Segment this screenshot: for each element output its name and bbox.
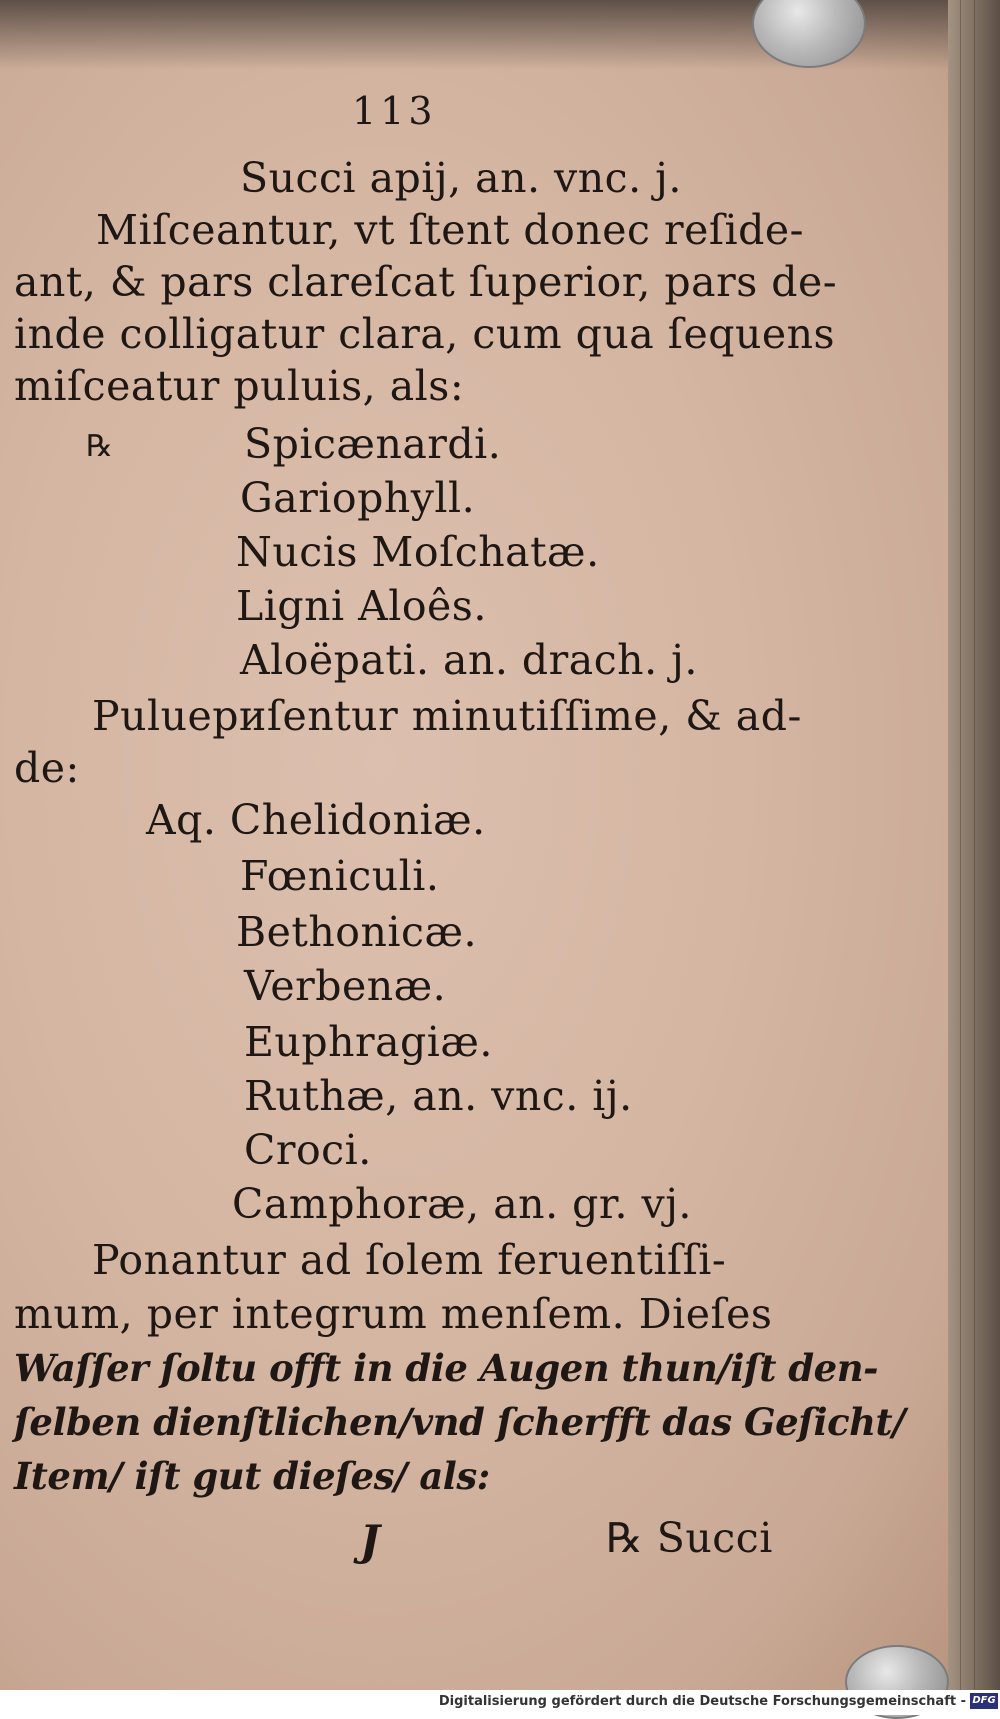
fraktur-text-line: Waſſer ſoltu offt in die Augen thun/iſt den- [14, 1346, 878, 1390]
fraktur-text-line: Item/ iſt gut dieſes/ als: [14, 1454, 490, 1498]
text-line: Puluериſentur minutiſſime, & ad- [92, 692, 802, 740]
ingredient-line: Fœniculi. [240, 852, 440, 900]
ingredient-line: Camphoræ, an. gr. vj. [232, 1180, 692, 1228]
text-line: mum, per integrum menſem. Dieſes [14, 1290, 773, 1338]
dfg-logo-icon: DFG [970, 1693, 998, 1709]
ingredient-line: Spicænardi. [244, 420, 502, 468]
ingredient-line: Ruthæ, an. vnc. ij. [244, 1072, 633, 1120]
text-line: de: [14, 744, 80, 792]
text-line: Miſceantur, vt ſtent donec reſide- [96, 206, 804, 254]
catchword: ℞ Succi [606, 1514, 773, 1562]
ingredient-line: Aq. Chelidoniæ. [146, 796, 486, 844]
ingredient-line: Gariophyll. [240, 474, 476, 522]
ingredient-line: Ligni Aloês. [236, 582, 487, 630]
page-number: 113 [352, 89, 437, 133]
recipe-symbol-icon: ℞ [86, 429, 114, 464]
fraktur-text-line: ſelben dienſtlichen/vnd ſcherfft das Geſicht/ [14, 1400, 906, 1444]
text-line: miſceatur puluis, als: [14, 362, 465, 410]
ingredient-line: Bethonicæ. [236, 908, 478, 956]
text-line: Succi apij, an. vnc. j. [240, 154, 682, 202]
footer-credit: Digitalisierung gefördert durch die Deutsche Forschungsgemeinschaft - [438, 1694, 966, 1709]
footer-bar [0, 1690, 1000, 1715]
text-line: ant, & pars clareſcat ſuperior, pars de- [14, 258, 838, 306]
ingredient-line: Croci. [244, 1126, 372, 1174]
text-line: Ponantur ad ſolem feruentiſſi- [92, 1236, 727, 1284]
ingredient-line: Euphragiæ. [244, 1018, 493, 1066]
text-line: inde colligatur clara, cum qua ſequens [14, 310, 836, 358]
ingredient-line: Verbenæ. [244, 962, 447, 1010]
catchword-signature: J [360, 1516, 380, 1565]
ingredient-line: Nucis Moſchatæ. [236, 528, 600, 576]
ingredient-line: Aloëpati. an. drach. j. [240, 636, 698, 684]
